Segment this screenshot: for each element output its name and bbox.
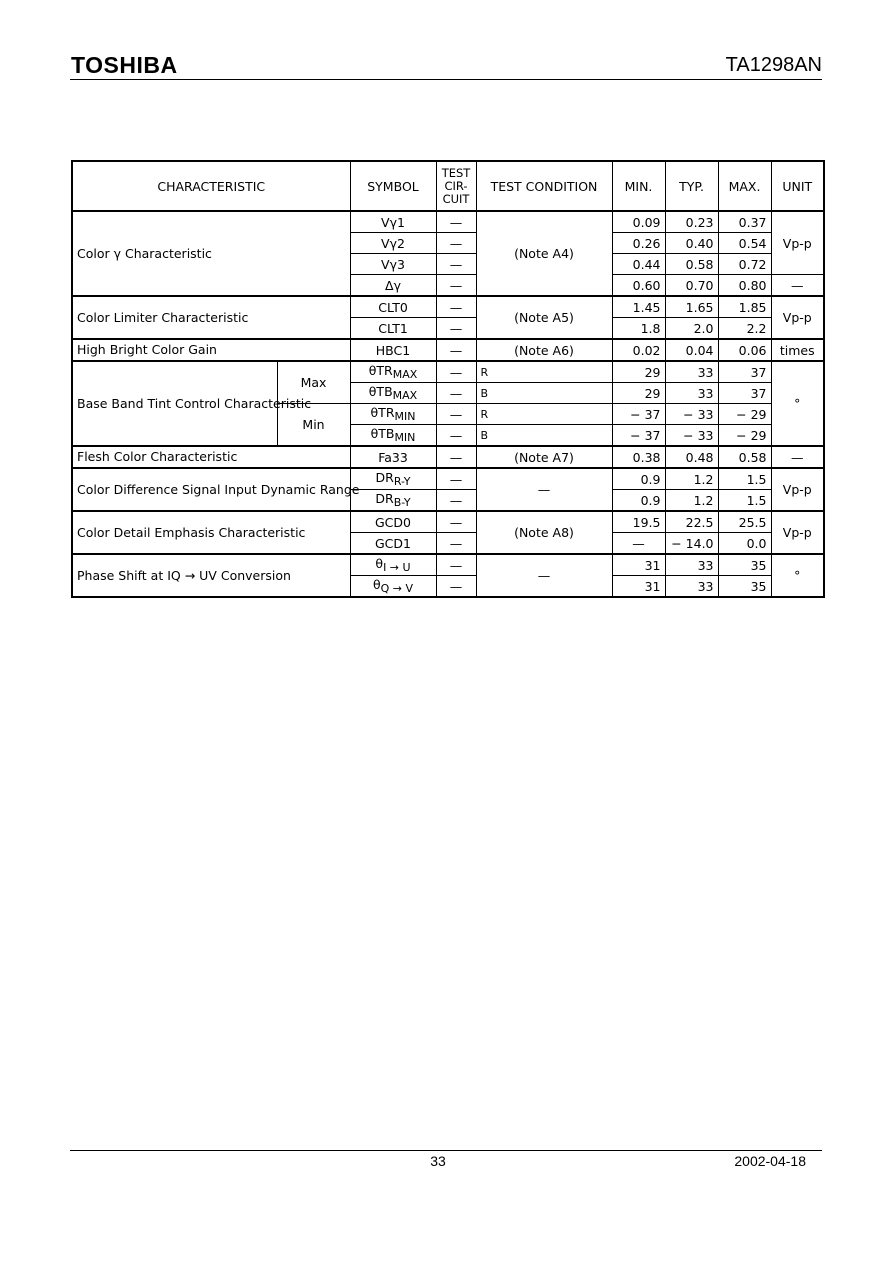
min-cell: − 37 bbox=[612, 404, 665, 425]
symbol-subscript: I → U bbox=[383, 561, 411, 574]
min-cell: 19.5 bbox=[612, 511, 665, 533]
typ-cell: 2.0 bbox=[665, 318, 718, 340]
unit-cell: times bbox=[771, 339, 824, 361]
unit-cell: Vp-p bbox=[771, 468, 824, 511]
max-cell: 0.06 bbox=[718, 339, 771, 361]
circuit-cell: — bbox=[436, 468, 476, 490]
col-unit: UNIT bbox=[771, 161, 824, 211]
circuit-cell: — bbox=[436, 361, 476, 383]
max-cell: 25.5 bbox=[718, 511, 771, 533]
max-cell: 37 bbox=[718, 383, 771, 404]
typ-cell: 0.48 bbox=[665, 446, 718, 468]
min-cell: 31 bbox=[612, 576, 665, 598]
table-row bbox=[72, 554, 824, 576]
condition-cell: — bbox=[476, 554, 612, 597]
typ-cell: 33 bbox=[665, 576, 718, 598]
typ-cell: 1.65 bbox=[665, 296, 718, 318]
header-rule bbox=[70, 79, 822, 80]
typ-cell: 0.58 bbox=[665, 254, 718, 275]
max-cell: 35 bbox=[718, 576, 771, 598]
max-cell: 0.58 bbox=[718, 446, 771, 468]
condition-cell: (Note A5) bbox=[476, 296, 612, 339]
symbol-cell bbox=[350, 468, 436, 490]
circuit-cell: — bbox=[436, 404, 476, 425]
col-max: MAX. bbox=[718, 161, 771, 211]
circuit-cell: — bbox=[436, 576, 476, 598]
table-row bbox=[72, 211, 824, 233]
min-cell: 0.26 bbox=[612, 233, 665, 254]
condition-cell: R bbox=[476, 361, 612, 383]
symbol-text: θ bbox=[372, 577, 381, 592]
symbol-cell: Vγ1 bbox=[350, 211, 436, 233]
min-cell: 0.60 bbox=[612, 275, 665, 297]
symbol-text: θTR bbox=[370, 405, 395, 420]
min-cell: 0.02 bbox=[612, 339, 665, 361]
unit-cell: — bbox=[771, 275, 824, 297]
circuit-cell: — bbox=[436, 211, 476, 233]
col-typ: TYP. bbox=[665, 161, 718, 211]
max-cell: 1.5 bbox=[718, 468, 771, 490]
symbol-text: θTB bbox=[370, 426, 395, 441]
min-cell: 29 bbox=[612, 361, 665, 383]
condition-cell: B bbox=[476, 383, 612, 404]
symbol-cell bbox=[350, 404, 436, 425]
col-test-circuit-line2: CIR- bbox=[444, 178, 468, 193]
characteristics-table bbox=[71, 160, 825, 598]
max-cell: 0.54 bbox=[718, 233, 771, 254]
min-cell: 0.38 bbox=[612, 446, 665, 468]
symbol-cell bbox=[350, 490, 436, 512]
col-test-circuit-line1: TEST bbox=[441, 165, 471, 180]
symbol-cell: CLT0 bbox=[350, 296, 436, 318]
circuit-cell: — bbox=[436, 254, 476, 275]
typ-cell: 33 bbox=[665, 361, 718, 383]
condition-cell: (Note A8) bbox=[476, 511, 612, 554]
max-cell: 2.2 bbox=[718, 318, 771, 340]
typ-cell: 0.04 bbox=[665, 339, 718, 361]
min-cell: 1.8 bbox=[612, 318, 665, 340]
symbol-cell: GCD1 bbox=[350, 533, 436, 555]
part-number: TA1298AN bbox=[725, 54, 822, 76]
condition-cell: B bbox=[476, 425, 612, 447]
symbol-subscript: Q → V bbox=[380, 582, 414, 595]
page-number-text: 33 bbox=[430, 1153, 446, 1169]
symbol-cell bbox=[350, 383, 436, 404]
circuit-cell: — bbox=[436, 233, 476, 254]
symbol-subscript: MIN bbox=[394, 410, 416, 423]
characteristic-label: Color Limiter Characteristic bbox=[72, 296, 350, 339]
circuit-cell: — bbox=[436, 490, 476, 512]
symbol-cell: Vγ3 bbox=[350, 254, 436, 275]
sub-label-max: Max bbox=[277, 361, 350, 404]
max-cell: 1.5 bbox=[718, 490, 771, 512]
document-date: 2002-04-18 bbox=[734, 1153, 806, 1169]
unit-cell: — bbox=[771, 446, 824, 468]
symbol-text: θTB bbox=[368, 384, 393, 399]
characteristic-label: Color γ Characteristic bbox=[72, 211, 350, 296]
symbol-cell bbox=[350, 554, 436, 576]
typ-cell: − 14.0 bbox=[665, 533, 718, 555]
symbol-subscript: R-Y bbox=[393, 475, 411, 488]
symbol-text: DR bbox=[375, 491, 394, 506]
max-cell: − 29 bbox=[718, 404, 771, 425]
typ-cell: 0.70 bbox=[665, 275, 718, 297]
unit-cell: ° bbox=[771, 554, 824, 597]
col-symbol: SYMBOL bbox=[350, 161, 436, 211]
symbol-subscript: MAX bbox=[392, 389, 418, 402]
typ-cell: − 33 bbox=[665, 404, 718, 425]
condition-cell: — bbox=[476, 468, 612, 511]
min-cell: 0.9 bbox=[612, 490, 665, 512]
table-row bbox=[72, 468, 824, 490]
table-row bbox=[72, 296, 824, 318]
symbol-cell bbox=[350, 361, 436, 383]
typ-cell: 33 bbox=[665, 554, 718, 576]
min-cell: − 37 bbox=[612, 425, 665, 447]
unit-cell: Vp-p bbox=[771, 296, 824, 339]
symbol-cell: Δγ bbox=[350, 275, 436, 297]
typ-cell: 1.2 bbox=[665, 490, 718, 512]
circuit-cell: — bbox=[436, 275, 476, 297]
symbol-cell bbox=[350, 425, 436, 447]
symbol-cell bbox=[350, 576, 436, 598]
condition-cell: R bbox=[476, 404, 612, 425]
unit-cell: Vp-p bbox=[771, 511, 824, 554]
symbol-cell: Vγ2 bbox=[350, 233, 436, 254]
typ-cell: 1.2 bbox=[665, 468, 718, 490]
circuit-cell: — bbox=[436, 446, 476, 468]
min-cell: — bbox=[612, 533, 665, 555]
symbol-cell: CLT1 bbox=[350, 318, 436, 340]
table-row bbox=[72, 361, 824, 383]
condition-cell: (Note A4) bbox=[476, 211, 612, 296]
max-cell: 0.37 bbox=[718, 211, 771, 233]
col-min: MIN. bbox=[612, 161, 665, 211]
characteristic-label: Flesh Color Characteristic bbox=[72, 446, 350, 468]
min-cell: 29 bbox=[612, 383, 665, 404]
symbol-text: θTR bbox=[368, 363, 393, 378]
symbol-cell: GCD0 bbox=[350, 511, 436, 533]
circuit-cell: — bbox=[436, 383, 476, 404]
symbol-subscript: B-Y bbox=[393, 496, 411, 509]
col-characteristic: CHARACTERISTIC bbox=[72, 161, 350, 211]
circuit-cell: — bbox=[436, 296, 476, 318]
unit-cell: Vp-p bbox=[771, 211, 824, 275]
col-test-condition: TEST CONDITION bbox=[476, 161, 612, 211]
unit-cell: ° bbox=[771, 361, 824, 446]
symbol-text: DR bbox=[375, 470, 394, 485]
symbol-text: θ bbox=[375, 556, 384, 571]
characteristic-label: Color Difference Signal Input Dynamic Range bbox=[72, 468, 350, 511]
table-header-row bbox=[72, 161, 824, 211]
characteristic-label: Base Band Tint Control Characteristic bbox=[72, 361, 277, 446]
circuit-cell: — bbox=[436, 318, 476, 340]
symbol-cell: Fa33 bbox=[350, 446, 436, 468]
brand-logo: TOSHIBA bbox=[71, 52, 178, 78]
table-row bbox=[72, 446, 824, 468]
circuit-cell: — bbox=[436, 554, 476, 576]
max-cell: 37 bbox=[718, 361, 771, 383]
typ-cell: 33 bbox=[665, 383, 718, 404]
col-test-circuit bbox=[436, 161, 476, 211]
min-cell: 0.9 bbox=[612, 468, 665, 490]
max-cell: 1.85 bbox=[718, 296, 771, 318]
circuit-cell: — bbox=[436, 533, 476, 555]
typ-cell: 22.5 bbox=[665, 511, 718, 533]
characteristic-label: Color Detail Emphasis Characteristic bbox=[72, 511, 350, 554]
max-cell: 0.0 bbox=[718, 533, 771, 555]
min-cell: 1.45 bbox=[612, 296, 665, 318]
table-row bbox=[72, 339, 824, 361]
circuit-cell: — bbox=[436, 425, 476, 447]
max-cell: 35 bbox=[718, 554, 771, 576]
max-cell: − 29 bbox=[718, 425, 771, 447]
max-cell: 0.72 bbox=[718, 254, 771, 275]
symbol-subscript: MAX bbox=[392, 368, 418, 381]
min-cell: 0.44 bbox=[612, 254, 665, 275]
min-cell: 0.09 bbox=[612, 211, 665, 233]
condition-cell: (Note A7) bbox=[476, 446, 612, 468]
min-cell: 31 bbox=[612, 554, 665, 576]
typ-cell: 0.23 bbox=[665, 211, 718, 233]
table-row bbox=[72, 511, 824, 533]
characteristic-label: High Bright Color Gain bbox=[72, 339, 350, 361]
symbol-cell: HBC1 bbox=[350, 339, 436, 361]
circuit-cell: — bbox=[436, 339, 476, 361]
condition-cell: (Note A6) bbox=[476, 339, 612, 361]
typ-cell: 0.40 bbox=[665, 233, 718, 254]
col-test-circuit-line3: CUIT bbox=[442, 191, 470, 206]
typ-cell: − 33 bbox=[665, 425, 718, 447]
max-cell: 0.80 bbox=[718, 275, 771, 297]
characteristic-label: Phase Shift at IQ → UV Conversion bbox=[72, 554, 350, 597]
sub-label-min: Min bbox=[277, 404, 350, 447]
symbol-subscript: MIN bbox=[394, 431, 416, 444]
footer-rule bbox=[70, 1150, 822, 1151]
circuit-cell: — bbox=[436, 511, 476, 533]
